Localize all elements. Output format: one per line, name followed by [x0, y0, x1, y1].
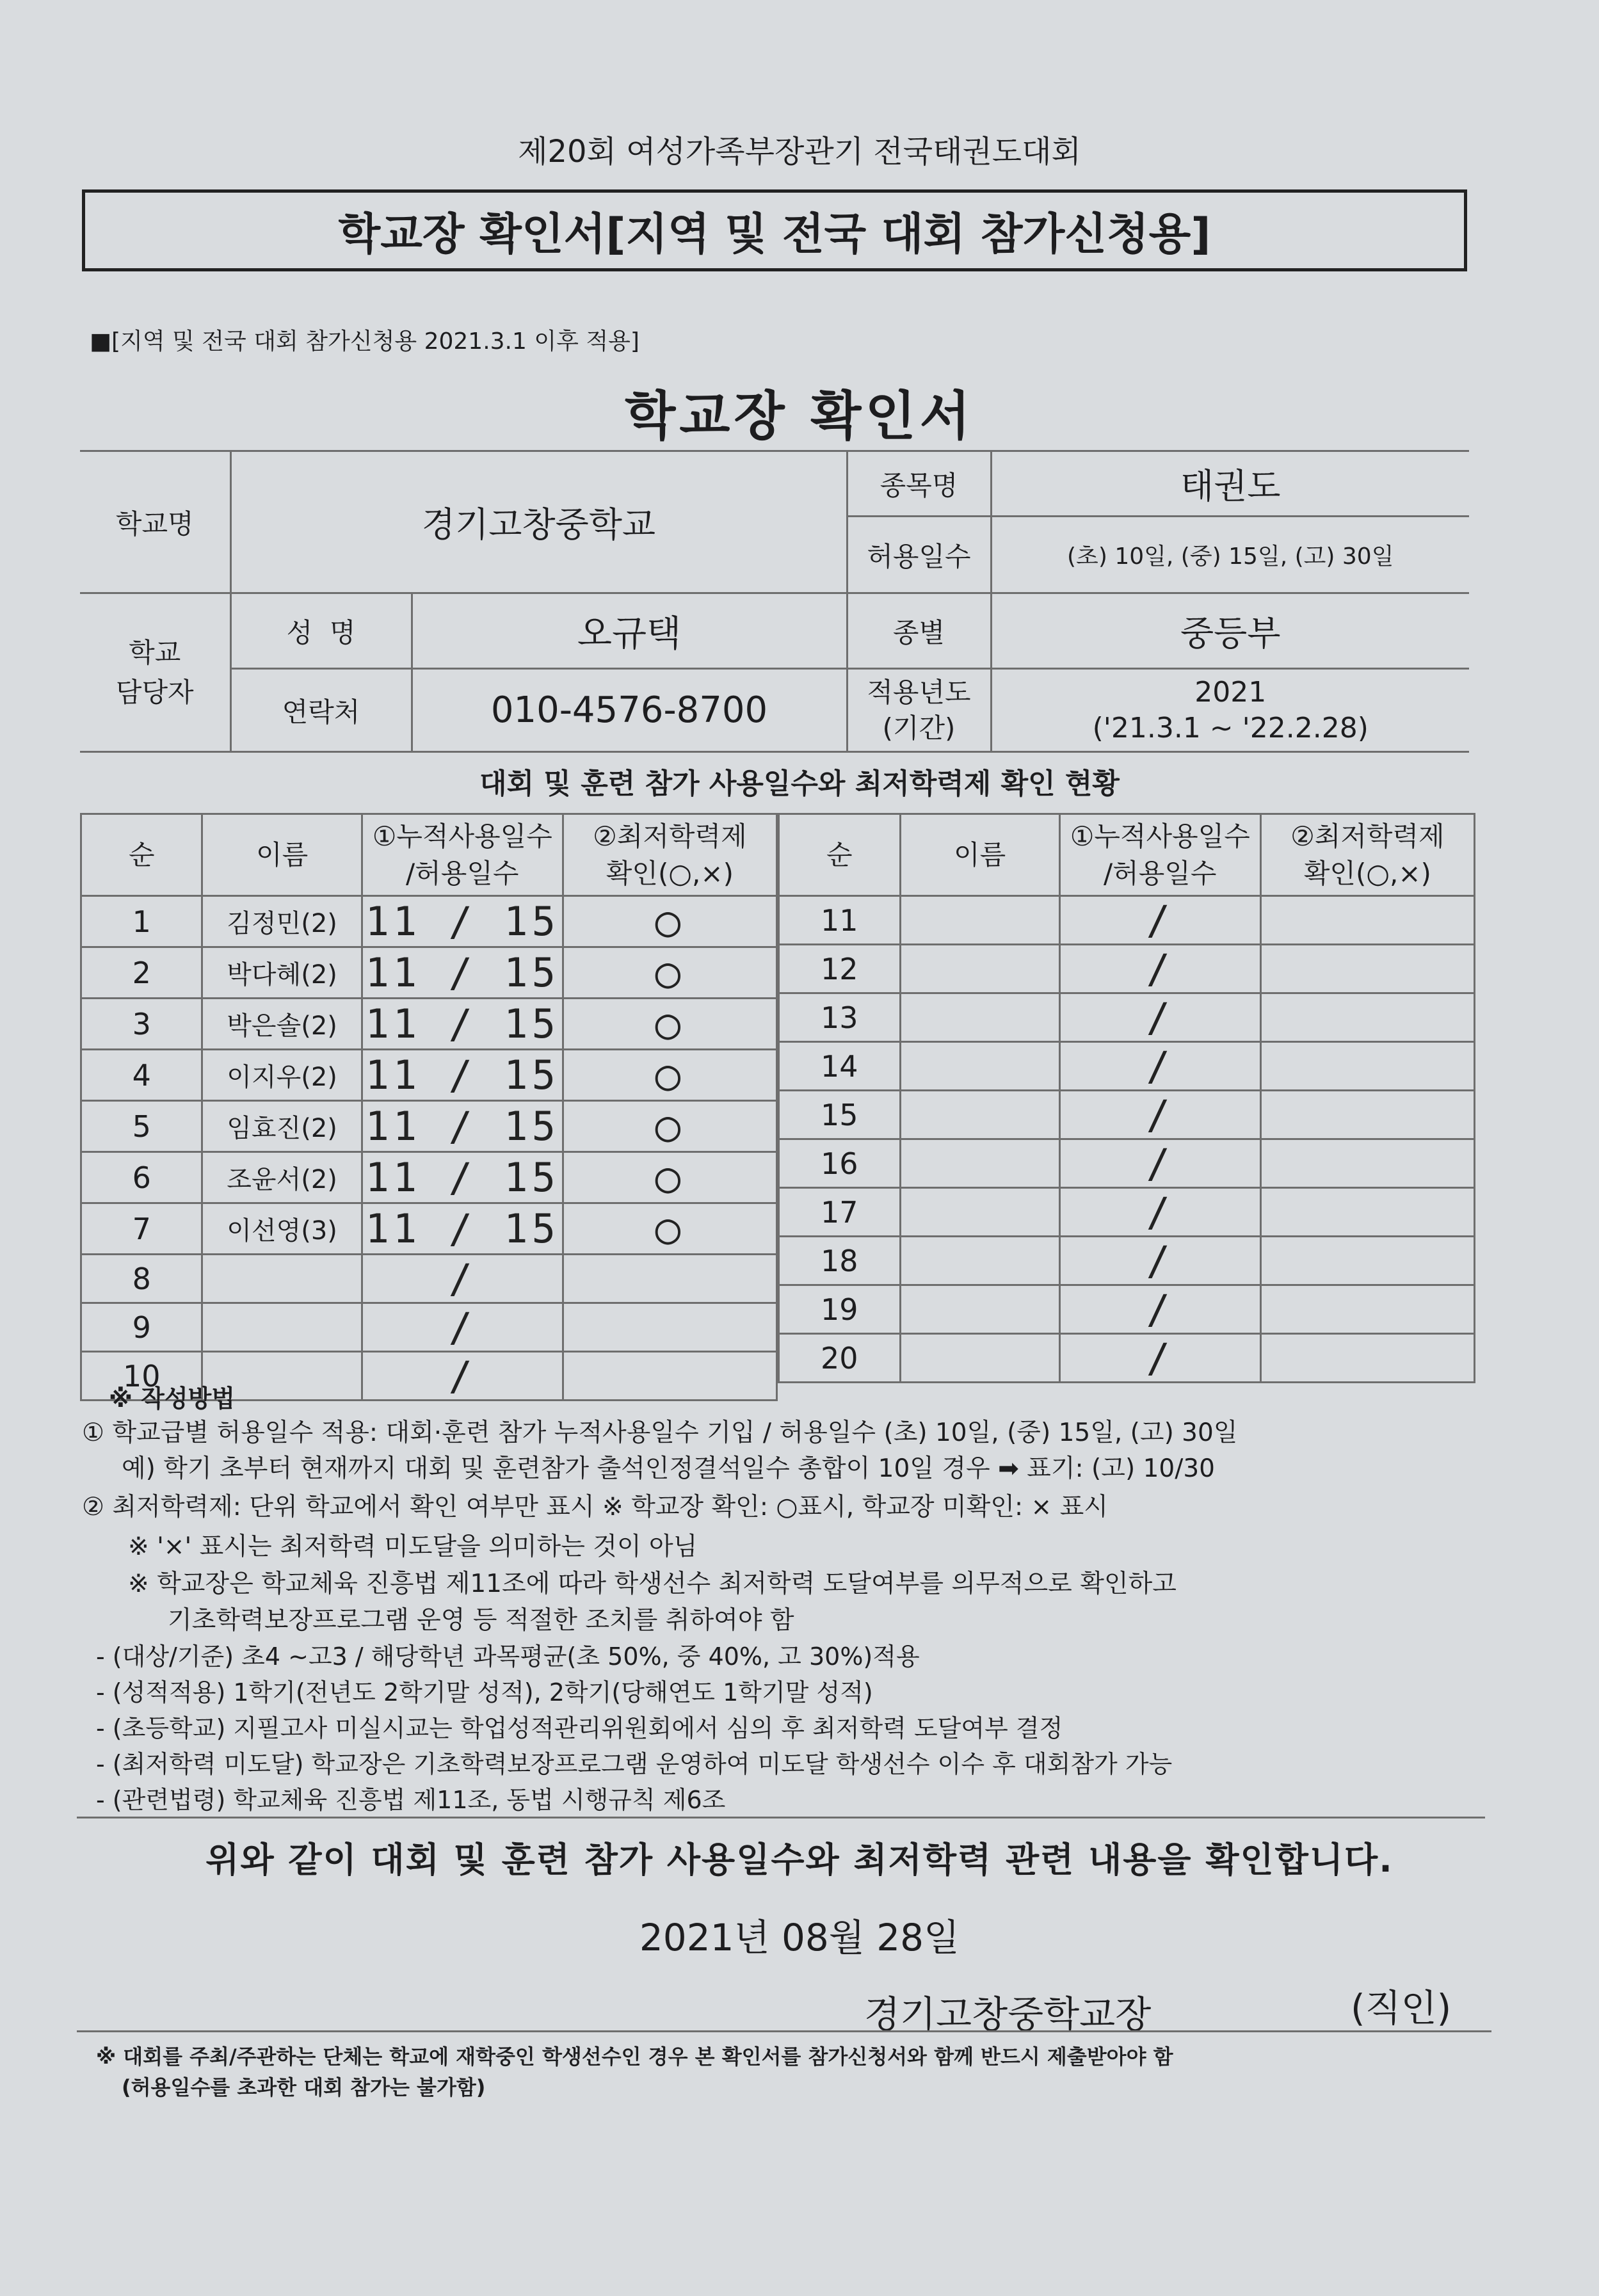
note-2a: ※ '×' 표시는 최저학력 미도달을 의미하는 것이 아님	[128, 1532, 698, 1561]
row-days: 11 / 15	[362, 1203, 563, 1255]
year-label-line2: (기간)	[882, 712, 956, 744]
row-no: 7	[81, 1203, 202, 1255]
row-name: 이지우(2)	[202, 1050, 362, 1101]
row-name	[900, 896, 1059, 945]
row-days: /	[1059, 945, 1260, 993]
row-days: 11 / 15	[362, 1050, 563, 1101]
row-name	[900, 993, 1059, 1042]
col-days-header-line2: /허용일수	[406, 857, 519, 889]
col-no-header-line1: 순	[128, 839, 155, 871]
row-days: /	[1059, 896, 1260, 945]
col-days-header	[362, 814, 563, 896]
row-no: 5	[81, 1101, 202, 1152]
row-days: /	[1059, 993, 1260, 1042]
col-days-header	[1059, 814, 1260, 896]
period-value: ('21.3.1 ~ '22.2.28)	[1092, 711, 1369, 744]
row-check	[1260, 1042, 1474, 1091]
table-row	[81, 1152, 777, 1203]
table-row	[779, 993, 1475, 1042]
row-days: 11 / 15	[362, 999, 563, 1050]
main-title: 학교장 확인서	[625, 386, 974, 447]
table-row	[779, 1237, 1475, 1285]
footer-divider	[77, 2030, 1491, 2032]
row-no: 11	[779, 896, 901, 945]
row-name	[900, 1042, 1059, 1091]
row-no: 15	[779, 1091, 901, 1139]
contact-value: 010-4576-8700	[412, 669, 847, 752]
row-no: 14	[779, 1042, 901, 1091]
row-days: /	[1059, 1237, 1260, 1285]
row-no: 1	[81, 896, 202, 947]
confirm-date: 2021년 08월 28일	[639, 1916, 960, 1959]
table-row	[81, 1101, 777, 1152]
school-info-table	[80, 450, 1469, 753]
row-no: 19	[779, 1285, 901, 1334]
row-no: 20	[779, 1334, 901, 1383]
row-name: 조윤서(2)	[202, 1152, 362, 1203]
divider	[77, 1817, 1485, 1818]
row-no: 3	[81, 999, 202, 1050]
allowed-days-label: 허용일수	[847, 517, 991, 593]
table-row	[779, 1091, 1475, 1139]
row-no: 16	[779, 1139, 901, 1188]
form-title-box	[82, 189, 1467, 271]
col-min-header-line1: ②최저학력제	[1290, 820, 1445, 852]
col-no-header	[779, 814, 901, 896]
table-row	[779, 896, 1475, 945]
row-no: 13	[779, 993, 901, 1042]
row-check: ○	[563, 1050, 776, 1101]
footer-line-2: (허용일수를 초과한 대회 참가는 불가함)	[122, 2075, 486, 2099]
row-name: 박다혜(2)	[202, 947, 362, 999]
row-no: 18	[779, 1237, 901, 1285]
row-name: 박은솔(2)	[202, 999, 362, 1050]
row-name	[900, 1188, 1059, 1237]
row-name	[202, 1255, 362, 1303]
row-check	[1260, 1188, 1474, 1237]
row-days: /	[362, 1352, 563, 1401]
table-row	[779, 1285, 1475, 1334]
row-days: /	[1059, 1042, 1260, 1091]
detail-1: - (대상/기준) 초4 ~고3 / 해당학년 과목평균(초 50%, 중 40%, 고 30%)적용	[96, 1642, 920, 1671]
row-check	[1260, 1237, 1474, 1285]
row-no: 8	[81, 1255, 202, 1303]
year-cell	[991, 669, 1469, 752]
detail-5: - (관련법령) 학교체육 진흥법 제11조, 동법 시행규칙 제6조	[96, 1786, 726, 1814]
note-2c: 기초학력보장프로그램 운영 등 적절한 조치를 취하여야 함	[168, 1606, 794, 1635]
row-check: ○	[563, 1152, 776, 1203]
row-check	[1260, 993, 1474, 1042]
row-check: ○	[563, 999, 776, 1050]
row-no: 4	[81, 1050, 202, 1101]
seal-placeholder: (직인)	[1351, 1986, 1452, 2030]
col-min-header	[1260, 814, 1474, 896]
row-check: ○	[563, 896, 776, 947]
name-label: 성 명	[230, 593, 412, 669]
row-no: 6	[81, 1152, 202, 1203]
status-table-right	[778, 813, 1475, 1383]
school-name: 경기고창중학교	[230, 451, 847, 593]
name-value: 오규택	[412, 593, 847, 669]
table-row	[779, 1139, 1475, 1188]
school-label: 학교명	[80, 451, 230, 593]
row-check	[1260, 1139, 1474, 1188]
row-no: 10	[81, 1352, 202, 1401]
note-2: ② 최저학력제: 단위 학교에서 확인 여부만 표시 ※ 학교장 확인: ○표시, 학교장 미확인: × 표시	[82, 1493, 1108, 1521]
table-row	[81, 896, 777, 947]
col-name-header-line1: 이름	[256, 839, 309, 871]
row-check: ○	[563, 1101, 776, 1152]
col-days-header-line1: ①누적사용일수	[372, 820, 552, 852]
col-days-header-line1: ①누적사용일수	[1070, 820, 1250, 852]
principal-name: 경기고창중학교장	[864, 1993, 1152, 2036]
row-check	[563, 1303, 776, 1352]
contact-label: 연락처	[230, 669, 412, 752]
col-name-header	[900, 814, 1059, 896]
year-label	[847, 669, 991, 752]
applicability-note: ■[지역 및 전국 대회 참가신청용 2021.3.1 이후 적용]	[90, 328, 639, 355]
footer-line-1: ※ 대회를 주최/주관하는 단체는 학교에 재학중인 학생선수인 경우 본 확인서를 참가신청서와 함께 반드시 제출받아야 함	[96, 2044, 1173, 2069]
row-check	[1260, 1091, 1474, 1139]
division-value: 중등부	[991, 593, 1469, 669]
detail-3: - (초등학교) 지필고사 미실시교는 학업성적관리위원회에서 심의 후 최저학력 도달여부 결정	[96, 1714, 1063, 1742]
year-label-line1: 적용년도	[867, 676, 971, 708]
row-check	[563, 1352, 776, 1401]
table-row	[81, 999, 777, 1050]
row-days: 11 / 15	[362, 947, 563, 999]
row-check	[1260, 1334, 1474, 1383]
row-check	[1260, 896, 1474, 945]
row-days: /	[362, 1303, 563, 1352]
row-check: ○	[563, 1203, 776, 1255]
table-row	[81, 947, 777, 999]
row-name	[900, 1091, 1059, 1139]
row-check	[1260, 945, 1474, 993]
col-days-header-line2: /허용일수	[1104, 857, 1217, 889]
row-days: 11 / 15	[362, 896, 563, 947]
year-value: 2021	[1194, 675, 1267, 709]
row-days: /	[1059, 1091, 1260, 1139]
row-days: /	[1059, 1285, 1260, 1334]
row-name	[900, 1139, 1059, 1188]
notes-heading: ※ 작성방법	[109, 1385, 236, 1413]
event-title: 제20회 여성가족부장관기 전국태권도대회	[518, 134, 1081, 170]
row-name	[202, 1303, 362, 1352]
row-days: /	[1059, 1188, 1260, 1237]
manager-label-line1: 학교	[129, 636, 181, 668]
table-row	[779, 1188, 1475, 1237]
detail-2: - (성적적용) 1학기(전년도 2학기말 성적), 2학기(당해연도 1학기말 성적)	[96, 1678, 873, 1706]
detail-4: - (최저학력 미도달) 학교장은 기초학력보장프로그램 운영하여 미도달 학생선수 이수 후 대회참가 가능	[96, 1750, 1173, 1778]
row-no: 2	[81, 947, 202, 999]
status-title: 대회 및 훈련 참가 사용일수와 최저학력제 확인 현황	[479, 767, 1120, 800]
row-name	[900, 945, 1059, 993]
row-name: 이선영(3)	[202, 1203, 362, 1255]
division-label: 종별	[847, 593, 991, 669]
row-check	[1260, 1285, 1474, 1334]
col-no-header-line1: 순	[826, 839, 853, 871]
table-row	[779, 945, 1475, 993]
table-row	[81, 1303, 777, 1352]
table-row	[779, 1334, 1475, 1383]
row-days: /	[1059, 1139, 1260, 1188]
row-name	[900, 1285, 1059, 1334]
col-name-header	[202, 814, 362, 896]
allowed-days-value: (초) 10일, (중) 15일, (고) 30일	[991, 517, 1469, 593]
col-min-header-line2: 확인(○,×)	[1303, 857, 1431, 889]
row-name: 김정민(2)	[202, 896, 362, 947]
event-value: 태권도	[991, 451, 1469, 517]
col-min-header	[563, 814, 776, 896]
col-no-header	[81, 814, 202, 896]
col-name-header-line1: 이름	[954, 839, 1006, 871]
status-table-left	[80, 813, 778, 1401]
row-days: 11 / 15	[362, 1101, 563, 1152]
table-row	[81, 1203, 777, 1255]
row-days: 11 / 15	[362, 1152, 563, 1203]
row-name	[900, 1334, 1059, 1383]
status-header-row	[81, 814, 777, 896]
row-days: /	[1059, 1334, 1260, 1383]
row-days: /	[362, 1255, 563, 1303]
note-1: ① 학교급별 허용일수 적용: 대회·훈련 참가 누적사용일수 기입 / 허용일수 (초) 10일, (중) 15일, (고) 30일	[82, 1418, 1238, 1447]
confirm-statement: 위와 같이 대회 및 훈련 참가 사용일수와 최저학력 관련 내용을 확인합니다.	[205, 1840, 1394, 1880]
form-title: 학교장 확인서[지역 및 전국 대회 참가신청용]	[338, 209, 1211, 260]
table-row	[779, 1042, 1475, 1091]
manager-label-line2: 담당자	[115, 676, 194, 708]
table-row	[81, 1050, 777, 1101]
col-min-header-line2: 확인(○,×)	[606, 857, 734, 889]
note-1-example: 예) 학기 초부터 현재까지 대회 및 훈련참가 출석인정결석일수 총합이 10일 경우 ➡ 표기: (고) 10/30	[122, 1454, 1215, 1483]
row-name: 임효진(2)	[202, 1101, 362, 1152]
status-header-row	[779, 814, 1475, 896]
row-no: 12	[779, 945, 901, 993]
row-name	[900, 1237, 1059, 1285]
note-2b: ※ 학교장은 학교체육 진흥법 제11조에 따라 학생선수 최저학력 도달여부를 의무적으로 확인하고	[128, 1569, 1177, 1598]
row-no: 9	[81, 1303, 202, 1352]
manager-label	[80, 593, 230, 752]
row-check: ○	[563, 947, 776, 999]
event-label: 종목명	[847, 451, 991, 517]
row-no: 17	[779, 1188, 901, 1237]
table-row	[81, 1255, 777, 1303]
row-check	[563, 1255, 776, 1303]
col-min-header-line1: ②최저학력제	[593, 820, 747, 852]
